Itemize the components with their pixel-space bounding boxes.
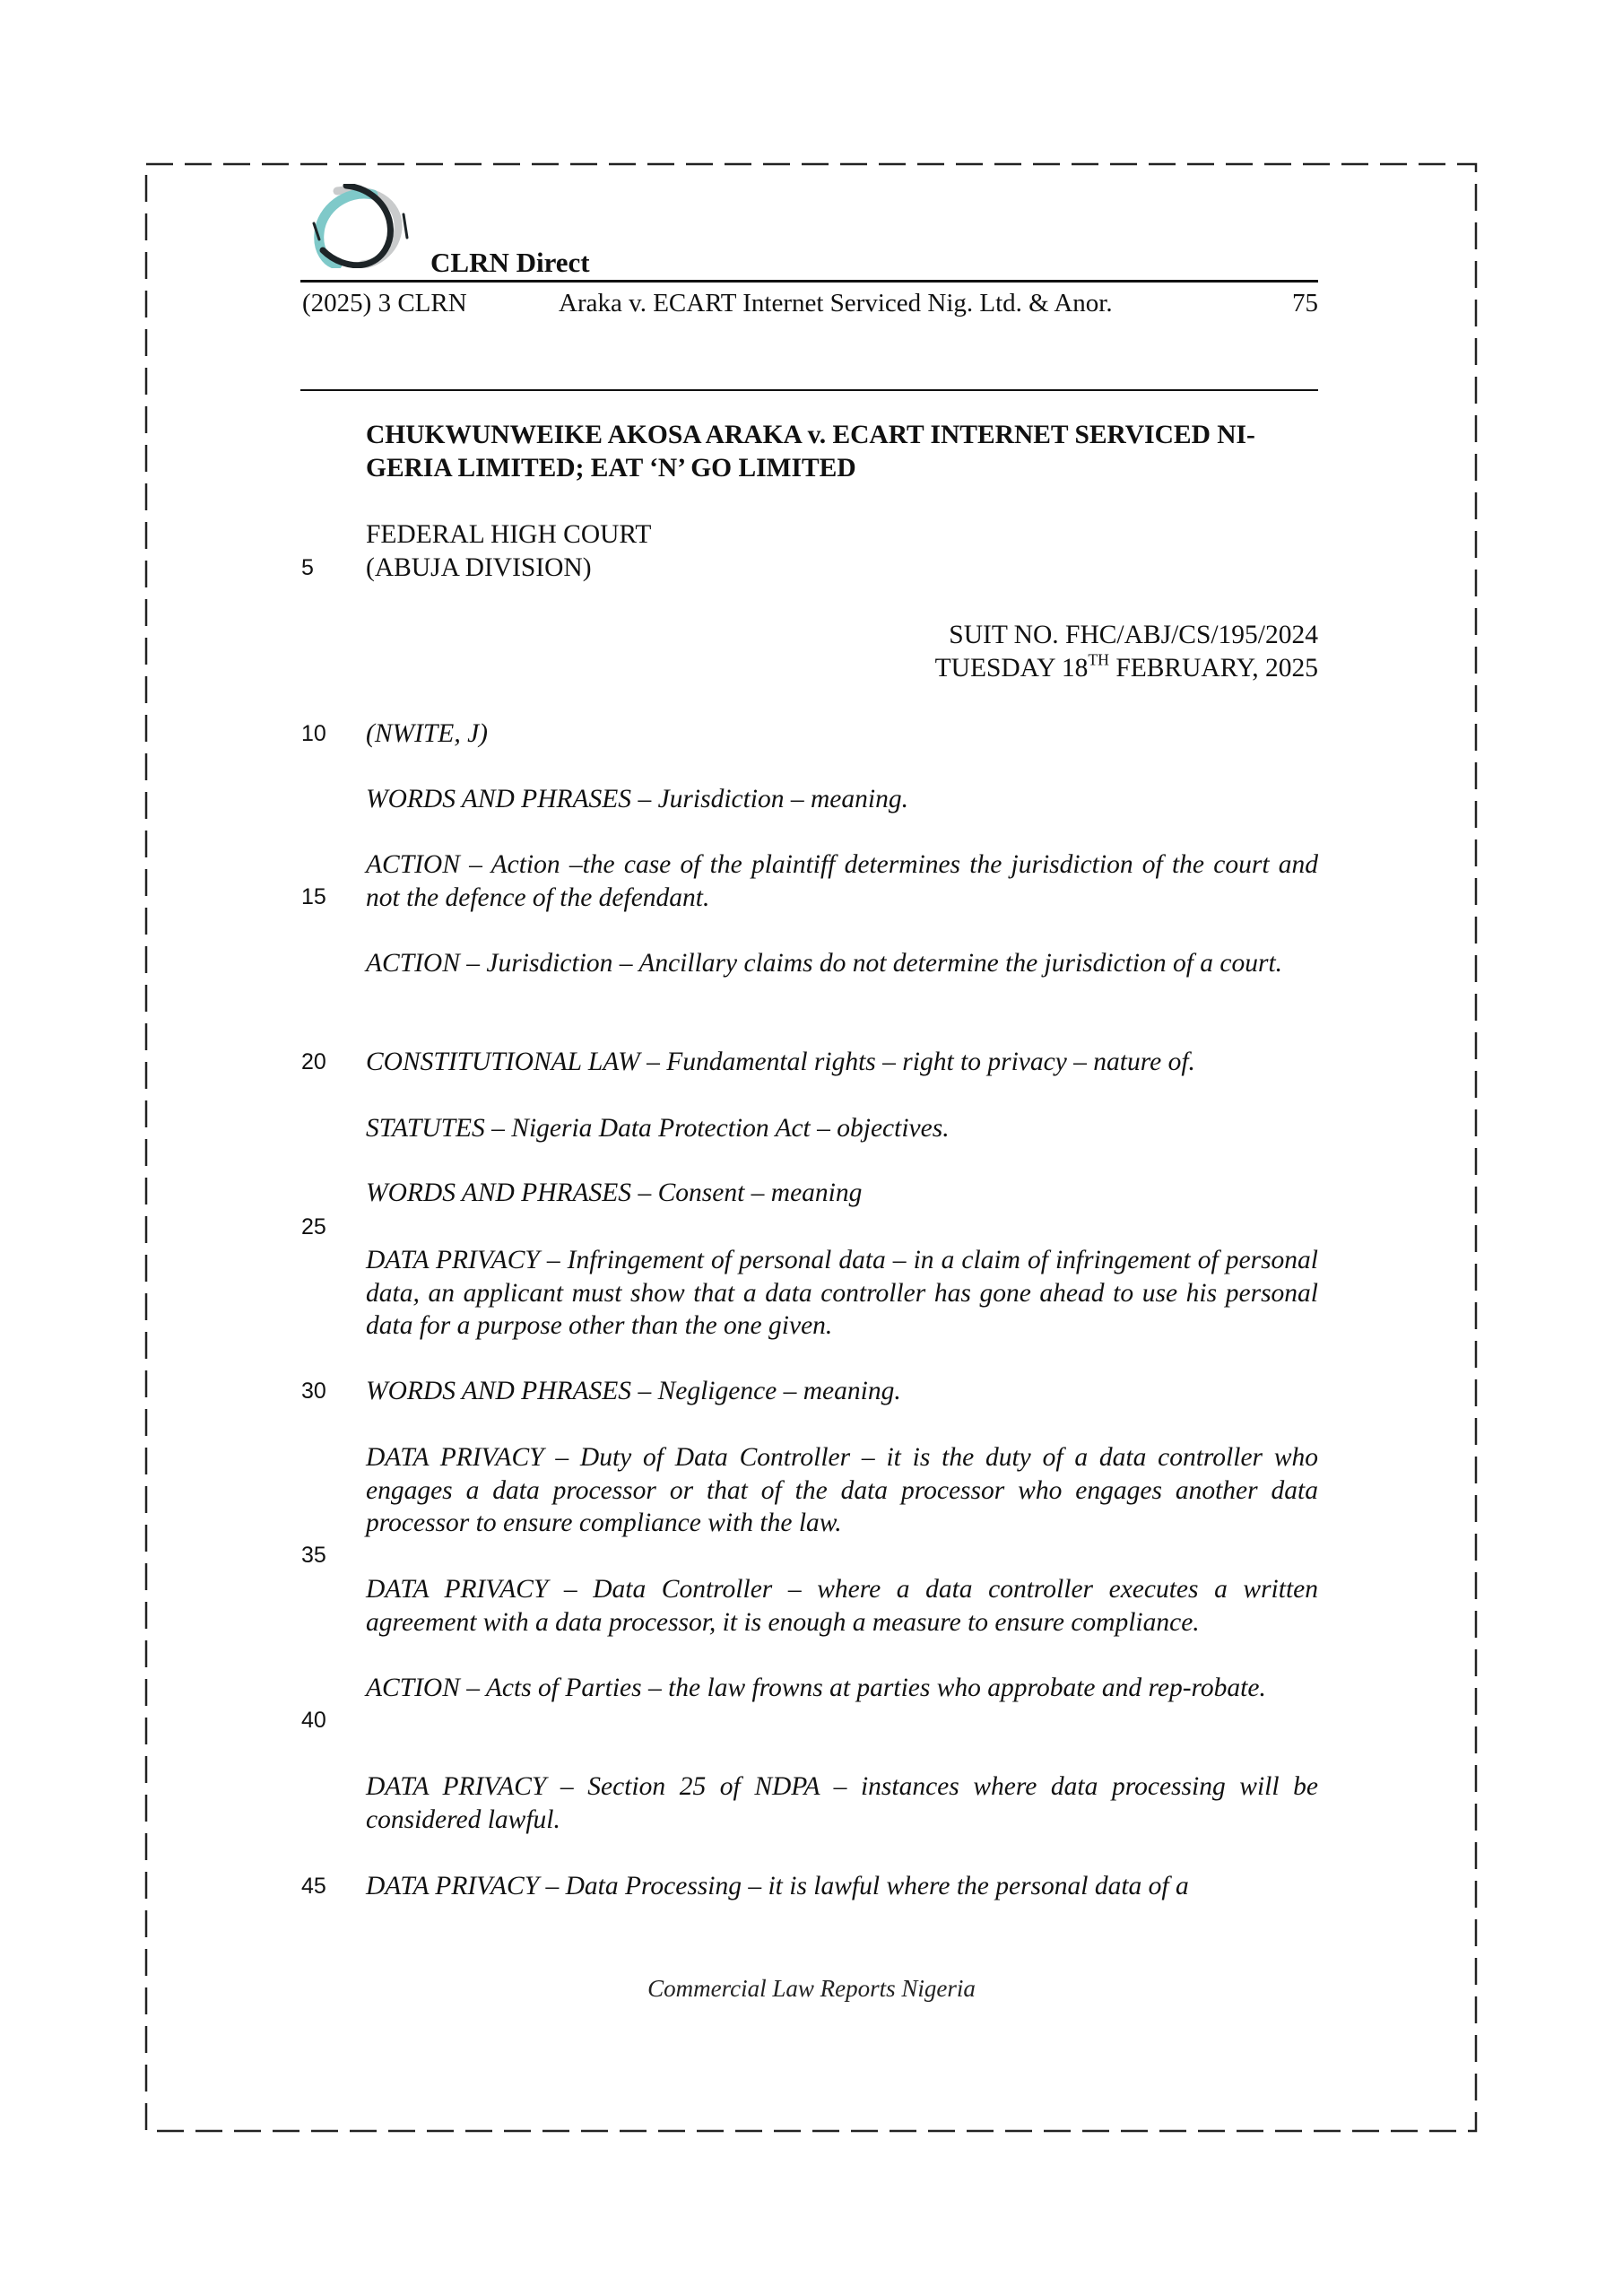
- catchword-text: – Fundamental rights – right to privacy – nature of.: [639, 1048, 1195, 1076]
- catchword-text: – Data Processing – it is lawful where the personal data of a: [539, 1872, 1189, 1900]
- judge: (NWITE, J): [366, 719, 488, 748]
- line-number: 15: [301, 884, 326, 909]
- catchword-subject: ACTION: [366, 850, 460, 879]
- catchword: [366, 783, 1318, 816]
- catchword-subject: DATA PRIVACY: [366, 1772, 547, 1801]
- catchword-subject: DATA PRIVACY: [366, 1575, 549, 1604]
- catchword: [366, 1244, 1318, 1343]
- catchword: [366, 1046, 1318, 1079]
- catchword-text: – Data Controller – where a data controller executes a written agreement with a data processor, it is enough a measure to ensure compliance.: [366, 1575, 1318, 1637]
- catchword-subject: WORDS AND PHRASES: [366, 1178, 632, 1207]
- catchword-subject: WORDS AND PHRASES: [366, 785, 632, 813]
- suit-block: [366, 619, 1318, 684]
- catchword: [366, 1870, 1318, 1903]
- catchword-text: – Infringement of personal data – in a claim of infringement of personal data, an applicant must show that a data controller has gone ahead to use his personal data for a purpose other than the one given.: [366, 1246, 1318, 1340]
- line-number: 35: [301, 1543, 326, 1568]
- catchword-subject: ACTION: [366, 1674, 460, 1702]
- catchword-subject: STATUTES: [366, 1114, 485, 1143]
- line-number: 30: [301, 1378, 326, 1404]
- citation: (2025) 3 CLRN: [302, 289, 467, 317]
- catchword-text: – Action –the case of the plaintiff determines the jurisdiction of the court and not the defence of the defendant.: [366, 850, 1318, 912]
- line-number: 25: [301, 1214, 326, 1239]
- catchword: [366, 1573, 1318, 1639]
- court-name: FEDERAL HIGH COURT: [366, 520, 652, 549]
- line-number: 40: [301, 1708, 326, 1733]
- catchword: [366, 1375, 1318, 1408]
- catchword: [366, 1112, 1318, 1145]
- catchword: [366, 1770, 1318, 1836]
- catchword-text: – Duty of Data Controller – it is the duty of a data controller who engages a data processor or that of the data processor who engages another data processor to ensure compliance with the law.: [366, 1443, 1319, 1537]
- clrn-logo-icon: [310, 184, 411, 268]
- catchword-text: – Acts of Parties – the law frowns at parties who approbate and rep-robate.: [459, 1674, 1266, 1702]
- case-title-line: GERIA LIMITED; EAT ‘N’ GO LIMITED: [366, 453, 856, 483]
- section-rule: [300, 389, 1318, 391]
- catchword-text: – Nigeria Data Protection Act – objectives.: [484, 1114, 950, 1143]
- catchword-subject: DATA PRIVACY: [366, 1443, 544, 1472]
- catchword: [366, 947, 1318, 980]
- court-division: (ABUJA DIVISION): [366, 552, 592, 582]
- line-number: 45: [301, 1874, 326, 1899]
- catchword: [366, 1441, 1318, 1540]
- footer-publication: Commercial Law Reports Nigeria: [647, 1975, 976, 2002]
- case-title-line: CHUKWUNWEIKE AKOSA ARAKA v. ECART INTERNET SERVICED NI-: [366, 421, 1255, 449]
- catchword-subject: ACTION: [366, 949, 460, 978]
- catchword-text: – Section 25 of NDPA – instances where data processing will be considered lawful.: [366, 1772, 1318, 1834]
- catchword-subject: DATA PRIVACY: [366, 1246, 540, 1274]
- suit-number: SUIT NO. FHC/ABJ/CS/195/2024: [949, 621, 1318, 649]
- catchword-subject: DATA PRIVACY: [366, 1872, 540, 1900]
- line-number: 5: [301, 555, 314, 580]
- catchword: [366, 848, 1318, 914]
- line-number: 20: [301, 1049, 326, 1074]
- catchword-subject: CONSTITUTIONAL LAW: [366, 1048, 640, 1076]
- catchword-text: – Consent – meaning: [631, 1178, 863, 1207]
- catchword-text: – Negligence – meaning.: [631, 1377, 901, 1405]
- page-number: 75: [1292, 289, 1318, 317]
- case-title: [366, 419, 1318, 484]
- catchword-subject: WORDS AND PHRASES: [366, 1377, 632, 1405]
- running-title: Araka v. ECART Internet Serviced Nig. Ltd. & Anor.: [559, 289, 1113, 317]
- judgment-date: TUESDAY 18TH FEBRUARY, 2025: [934, 650, 1318, 683]
- header-rule: [300, 280, 1318, 283]
- brand-name: CLRN Direct: [430, 247, 590, 278]
- catchword: [366, 1672, 1318, 1705]
- catchword-text: – Jurisdiction – Ancillary claims do not determine the jurisdiction of a court.: [459, 949, 1283, 978]
- line-number: 10: [301, 721, 326, 746]
- catchword-text: – Jurisdiction – meaning.: [631, 785, 908, 813]
- running-head: [300, 287, 1318, 319]
- court-block: [366, 518, 1318, 584]
- catchword: [366, 1177, 1318, 1210]
